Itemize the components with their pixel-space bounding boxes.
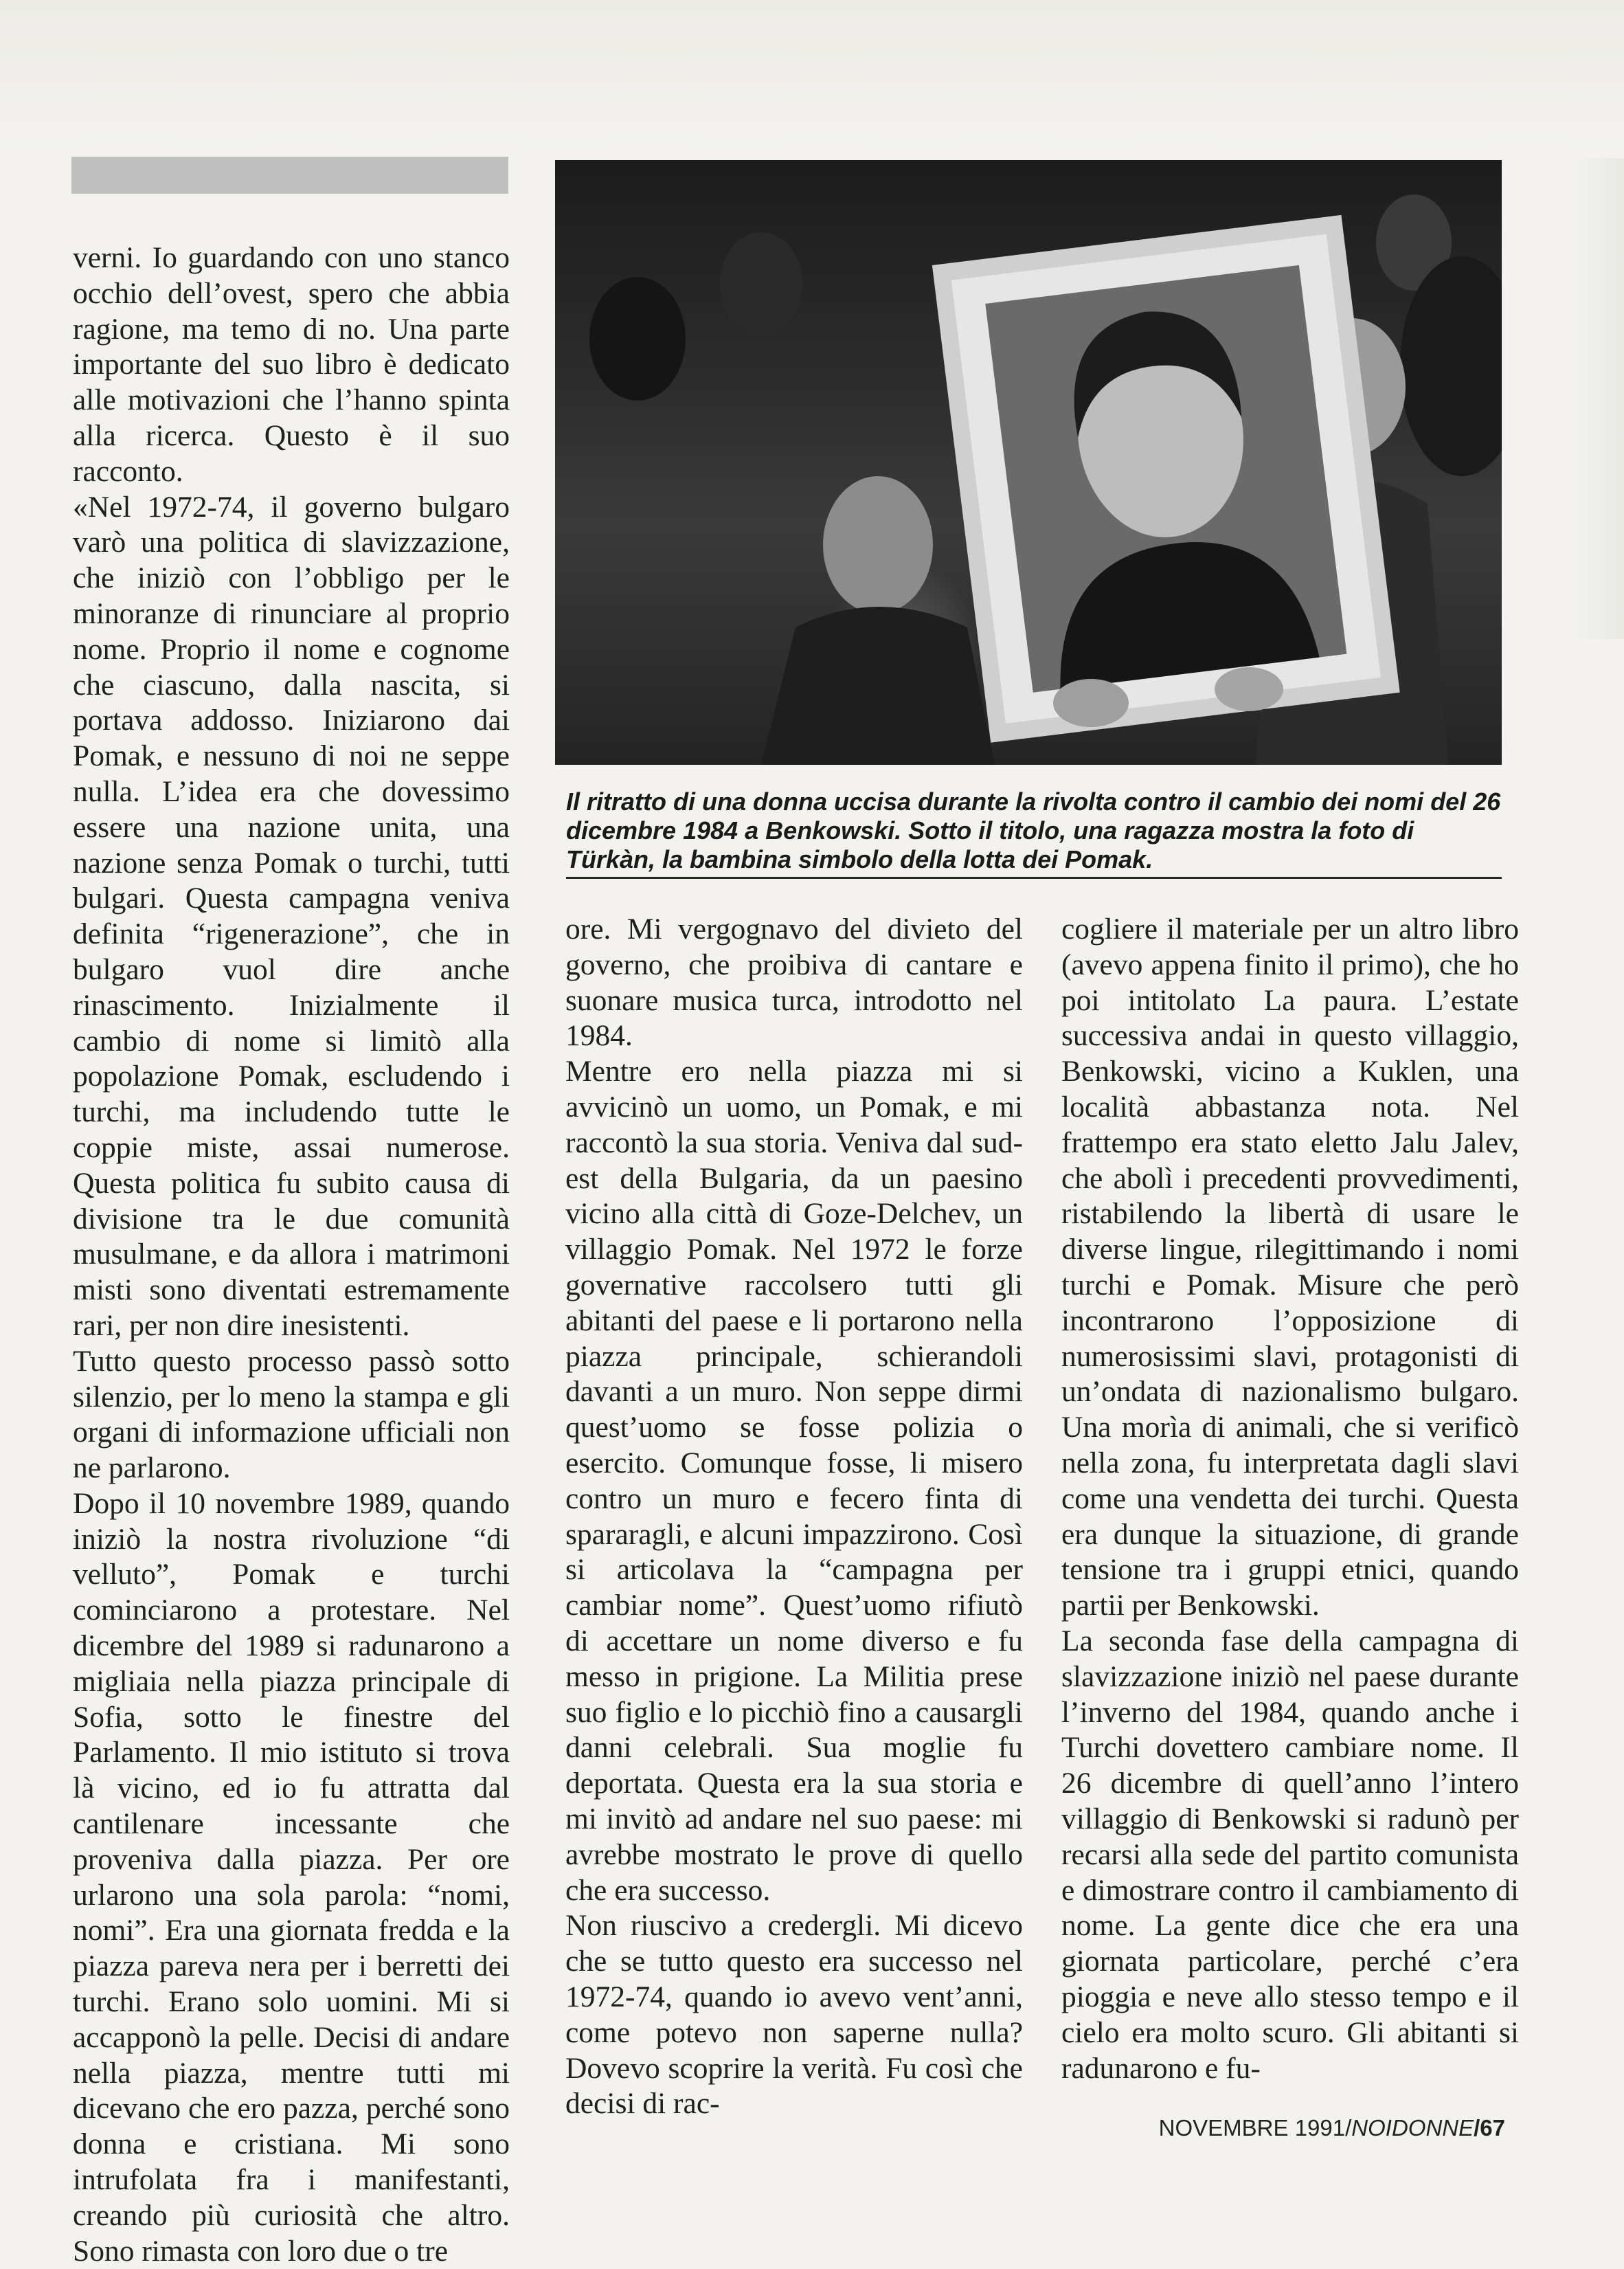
paragraph: Dopo il 10 novembre 1989, quando iniziò la nostra rivoluzione “di velluto”, Pomak e turchi cominciarono a protestare. Nel dicembre del 1989 si radunarono a migliaia nella piazza principale di Sofia, sotto le finestre del Parlamento. Il mio istituto si trova là vicino, ed io fu attratta dal cantilenare incessante che proveniva dalla piazza. Per ore urlarono una sola parola: “nomi, nomi”. Era una giornata fredda e la piazza pareva nera per i berretti dei turchi. Erano solo uomini. Mi si accapponò la pelle. Decisi di andare nella piazza, mentre tutti mi dicevano che ero pazza, perché sono donna e cristiana. Mi sono intrufolata fra i manifestanti, creando più curiosità che altro. Sono rimasta con loro due o tre — [73, 1486, 510, 2268]
page-footer — [1159, 2115, 1505, 2141]
paragraph: cogliere il materiale per un altro libro (avevo appena finito il primo), che ho poi intitolato La paura. L’estate successiva andai in questo villaggio, Benkowski, vicino a Kuklen, una località abbastanza nota. Nel frattempo era stato eletto Jalu Jalev, che abolì i precedenti provvedimenti, ristabilendo la libertà di usare le diverse lingue, rilegittimando i nomi turchi e Pomak. Misure che però incontrarono l’opposizione di numerosissimi slavi, protagonisti di un’ondata di nazionalismo bulgaro. Una morìa di animali, che si verificò nella zona, fu interpretata dagli slavi come una vendetta dei turchi. Questa era dunque la situazione, di grande tensione tra i gruppi etnici, quando partii per Benkowski. — [1061, 913, 1519, 1622]
photo-caption: Il ritratto di una donna uccisa durante la rivolta contro il cambio dei nomi del 26 dicembre 1984 a Benkowski. Sotto il titolo, una ragazza mostra la foto di Türkàn, la bambina simbolo della lotta dei Pomak. — [566, 787, 1501, 873]
footer-magazine: NOIDONNE — [1351, 2115, 1474, 2141]
paragraph: La seconda fase della campagna di slavizzazione iniziò nel paese durante l’inverno del 1984, quando anche i Turchi dovettero cambiare nome. Il 26 dicembre di quell’anno l’intero villaggio di Benkowski si radunò per recarsi alla sede del partito comunista e dimostrare contro il cambiamento di nome. La gente dice che era una giornata particolare, perché c’era pioggia e neve allo stesso tempo e il cielo era molto scuro. Gli abitanti si radunarono e fu- — [1061, 1624, 1519, 2085]
previous-page-bleed — [0, 0, 1624, 151]
paragraph: verni. Io guardando con uno stanco occhio dell’ovest, spero che abbia ragione, ma temo di no. Una parte importante del suo libro è dedicato alle motivazioni che l’hanno spinta alla ricerca. Questo è il suo racconto. — [73, 241, 510, 488]
paragraph: Non riuscivo a credergli. Mi dicevo che se tutto questo era successo nel 1972-74, quando io avevo vent’anni, come potevo non saperne nulla? Dovevo scoprire la verità. Fu così che decisi di rac- — [565, 1909, 1023, 2121]
framed-portrait-photo-icon — [555, 160, 1502, 765]
caption-divider — [566, 877, 1502, 879]
paragraph: ore. Mi vergognavo del divieto del governo, che proibiva di cantare e suonare musica turca, introdotto nel 1984. — [565, 913, 1023, 1053]
paragraph: «Nel 1972-74, il governo bulgaro varò una politica di slavizzazione, che iniziò con l’obbligo per le minoranze di rinunciare al proprio nome. Proprio il nome e cognome che ciascuno, dalla nascita, si portava addosso. Iniziarono dai Pomak, e nessuno di noi ne seppe nulla. L’idea era che dovessimo essere una nazione unita, una nazione senza Pomak o turchi, tutti bulgari. Questa campagna veniva definita “rigenerazione”, che in bulgaro vuol dire anche rinascimento. Inizialmente il cambio di nome si limitò alla popolazione Pomak, escludendo i turchi, ma includendo tutte le coppie miste, assai numerose. Questa politica fu subito causa di divisione tra le due comunità musulmane, e da allora i matrimoni misti sono diventati estremamente rari, per non dire inesistenti. — [73, 490, 510, 1342]
article-column-2 — [565, 912, 1023, 2122]
protest-photo — [555, 160, 1502, 765]
section-header-bar — [71, 157, 508, 194]
article-column-3 — [1061, 912, 1519, 2086]
footer-issue: NOVEMBRE 1991/ — [1158, 2115, 1352, 2141]
margin-shadow — [1573, 158, 1624, 639]
paragraph: Tutto questo processo passò sotto silenzio, per lo meno la stampa e gli organi di informazione ufficiali non ne parlarono. — [73, 1344, 510, 1485]
paragraph: Mentre ero nella piazza mi si avvicinò un uomo, un Pomak, e mi raccontò la sua storia. Veniva dal sud-est della Bulgaria, da un paesino vicino alla città di Goze-Delchev, un villaggio Pomak. Nel 1972 le forze governative raccolsero tutti gli abitanti del paese e li portarono nella piazza principale, schierandoli davanti a un muro. Non seppe dirmi quest’uomo se fosse polizia o esercito. Comunque fosse, li misero contro un muro e fecero finta di spararagli, e alcuni impazzirono. Così si articolava la “campagna per cambiar nome”. Quest’uomo rifiutò di accettare un nome diverso e fu messo in prigione. La Militia prese suo figlio e lo picchiò fino a causargli danni celebrali. Sua moglie fu deportata. Questa era la sua storia e mi invitò ad andare nel suo paese: mi avrebbe mostrato le prove di quello che era successo. — [565, 1055, 1023, 1907]
page-number: /67 — [1474, 2115, 1505, 2141]
article-column-1 — [73, 241, 510, 2269]
